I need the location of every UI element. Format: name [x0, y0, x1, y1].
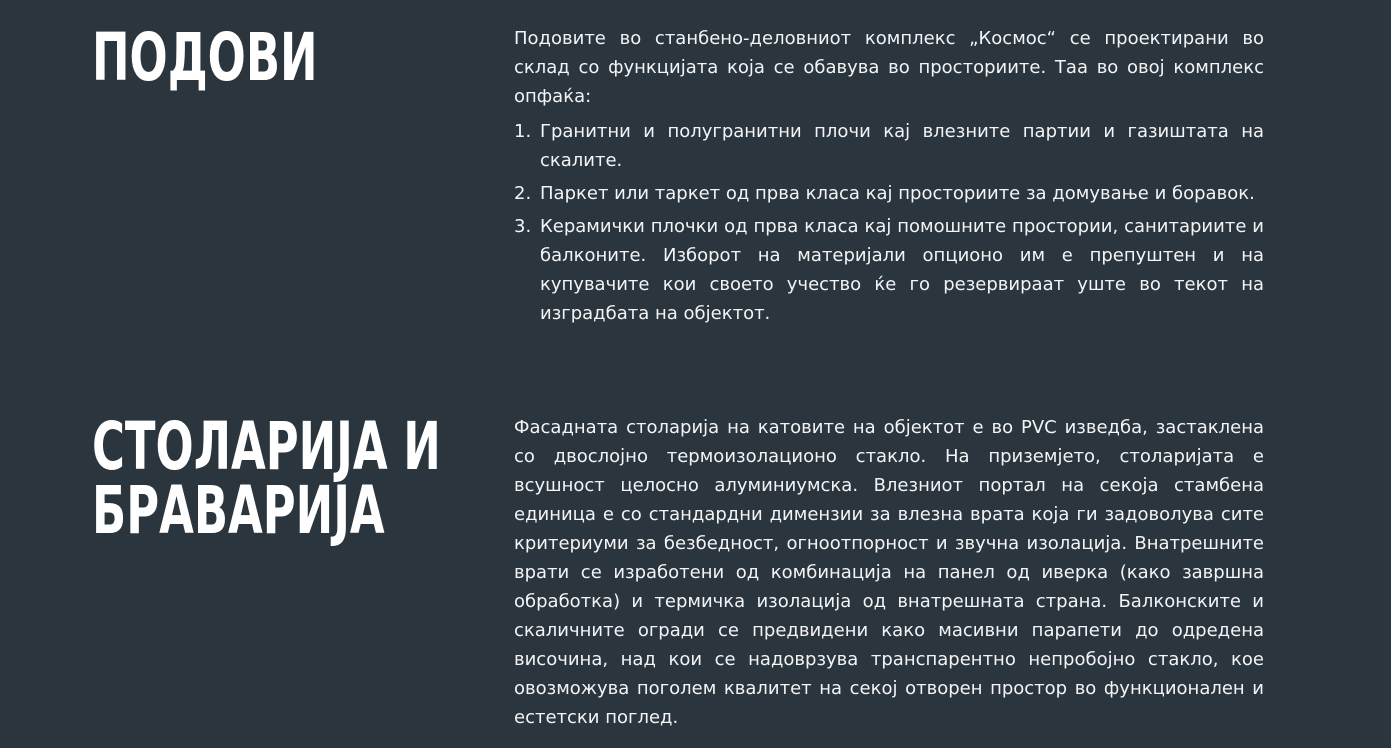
list-item-text: Керамички плочки од прва класа кај помошните простории, санитариите и балконите. Изборот на материјали опционо им е препуштен и на купувачите кои своето учество ќе го резервираат уште во текот на изградбата на објектот. — [540, 216, 1264, 324]
list-item-number: 2. — [514, 183, 532, 204]
body-paragraph: Фасадната столарија на катовите на објектот е во PVC изведба, застаклена со двослојно термоизолационо стакло. На приземјето, столаријата е всушност целосно алуминиумска. Влезниот портал на секоја стамбена единица е со стандардни димензии за влезна врата која ги задоволува сите критериуми за безбедност, огноотпорност и звучна изолација. Внатрешните врати се изработени од комбинација на панел од иверка (како завршна обработка) и термичка изолација од внатрешната страна. Балконските и скаличните огради се предвидени како масивни парапети до одредена височина, над кои се надоврзува транспарентно непробојно стакло, кое овозможува поголем квалитет на секој отворен простор во функционален и естетски поглед. — [514, 417, 1264, 728]
list-item — [514, 179, 1264, 208]
list-item-number: 1. — [514, 121, 532, 142]
section-body-stolarija — [514, 413, 1264, 732]
list-item-text: Паркет или таркет од прва класа кај просториите за домување и боравок. — [540, 183, 1255, 204]
list-item — [514, 117, 1264, 175]
section-title-line: СТОЛАРИЈА И — [92, 408, 441, 485]
flooring-list — [514, 117, 1264, 328]
list-item-number: 3. — [514, 216, 532, 237]
section-body-podovi — [514, 24, 1264, 332]
list-item — [514, 212, 1264, 328]
section-title-line: БРАВАРИЈА — [92, 472, 385, 549]
list-item-text: Гранитни и полугранитни плочи кај влезните партии и газиштата на скалите. — [540, 121, 1264, 171]
section-title-podovi: ПОДОВИ — [92, 19, 318, 96]
section-title-stolarija — [92, 408, 441, 549]
intro-paragraph: Подовите во станбено-деловниот комплекс „Космос“ се проектирани во склад со функцијата која се обавува во просториите. Таа во овој комплекс опфаќа: — [514, 28, 1264, 107]
